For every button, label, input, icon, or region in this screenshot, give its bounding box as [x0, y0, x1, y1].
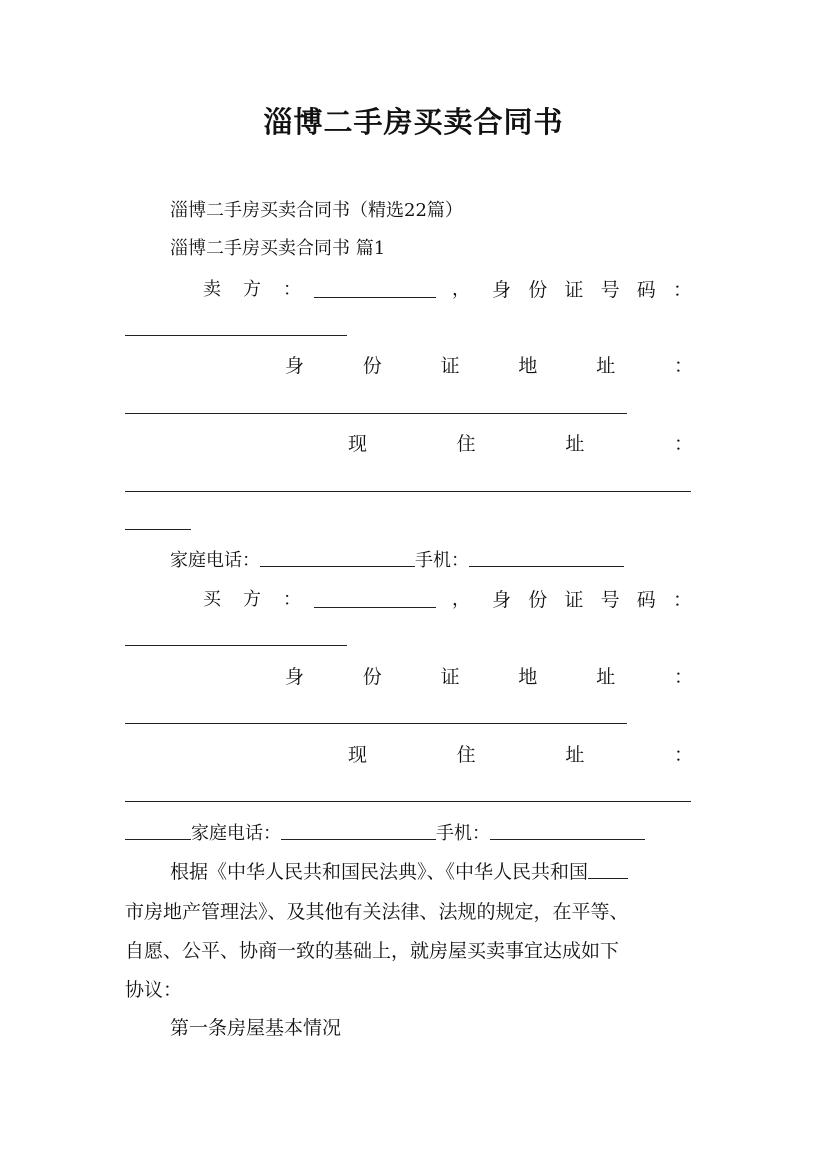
preamble-line-4: 协议： — [125, 979, 183, 1001]
buyer-phone-row — [125, 823, 645, 845]
buyer-mobile-blank[interactable] — [490, 823, 645, 840]
seller-name-blank[interactable] — [314, 297, 436, 298]
preamble-line-2: 市房地产管理法》、及其他有关法律、法规的规定，在平等、 — [125, 901, 629, 923]
buyer-phone-blank[interactable] — [281, 823, 436, 840]
buyer-mobile-label: 手机： — [436, 823, 490, 844]
seller-mobile-label: 手机： — [415, 550, 469, 571]
seller-phone-label: 家庭电话： — [170, 550, 260, 571]
city-blank[interactable] — [588, 862, 628, 879]
buyer-id-number-blank[interactable] — [125, 645, 347, 646]
seller-id-address-blank[interactable] — [125, 413, 627, 414]
seller-mobile-blank[interactable] — [469, 550, 624, 567]
buyer-id-address-blank[interactable] — [125, 723, 627, 724]
seller-separator: ， — [452, 279, 470, 300]
seller-current-address-blank-cont[interactable] — [125, 529, 191, 530]
seller-id-label: 身 份 证 号 码 ： — [492, 279, 692, 301]
seller-id-number-blank[interactable] — [125, 335, 347, 336]
seller-current-address-label: 现 住 址 ： — [348, 433, 693, 455]
seller-label: 卖 方 ： — [203, 279, 301, 300]
preamble-line-3: 自愿、公平、协商一致的基础上，就房屋买卖事宜达成如下 — [125, 940, 620, 962]
buyer-label: 买 方 ： — [203, 589, 301, 610]
buyer-current-address-blank-cont[interactable] — [125, 823, 191, 840]
buyer-id-label: 身 份 证 号 码 ： — [492, 589, 692, 611]
seller-phone-row — [170, 550, 624, 572]
buyer-phone-label: 家庭电话： — [191, 823, 281, 844]
chapter-heading: 淄博二手房买卖合同书 篇1 — [170, 238, 386, 259]
seller-id-address-label: 身 份 证 地 址 ： — [285, 355, 693, 377]
buyer-current-address-blank[interactable] — [125, 801, 691, 802]
preamble-line-1: 根据《中华人民共和国民法典》、《中华人民共和国 — [170, 861, 628, 883]
buyer-current-address-label: 现 住 址 ： — [348, 744, 693, 766]
buyer-id-address-label: 身 份 证 地 址 ： — [285, 666, 693, 688]
seller-phone-blank[interactable] — [260, 550, 415, 567]
buyer-separator: ， — [452, 589, 470, 610]
buyer-name-blank[interactable] — [314, 607, 436, 608]
document-title: 淄博二手房买卖合同书 — [263, 105, 564, 139]
seller-current-address-blank[interactable] — [125, 491, 691, 492]
document-subtitle: 淄博二手房买卖合同书（精选22篇） — [170, 200, 463, 221]
article-1-heading: 第一条房屋基本情况 — [170, 1017, 342, 1039]
